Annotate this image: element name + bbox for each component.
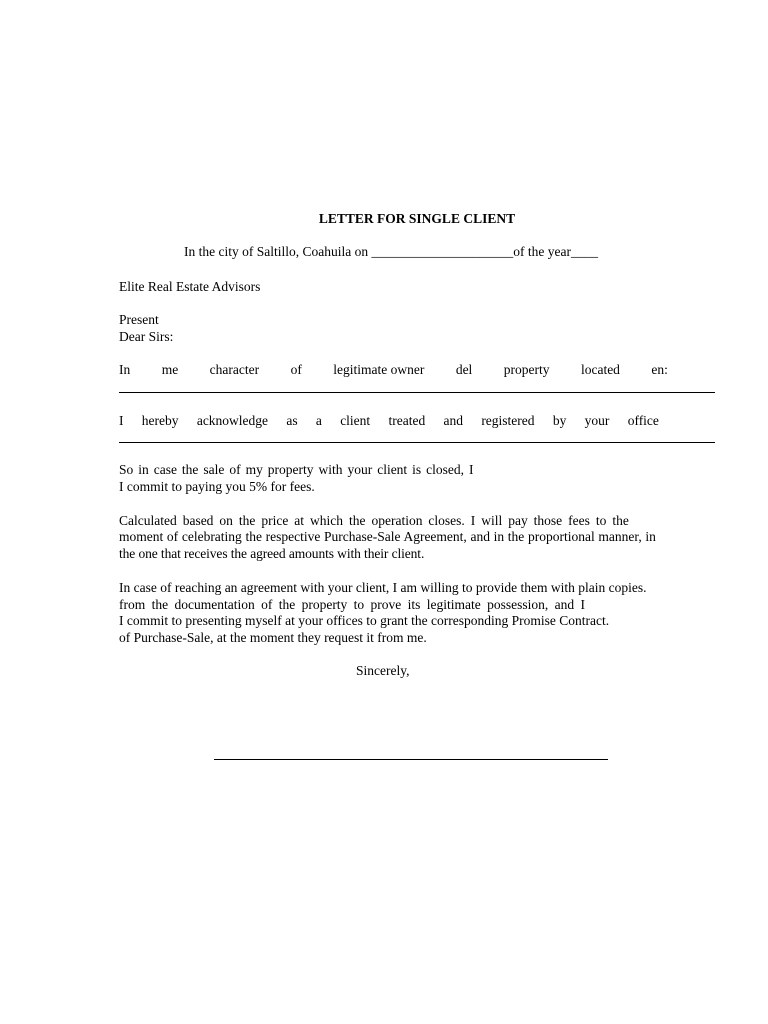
owner-word: of xyxy=(290,362,302,377)
case-line-2: from the documentation of the property to prove its legitimate possession, and I xyxy=(119,597,586,612)
case-line-4: of Purchase-Sale, at the moment they request it from me. xyxy=(119,630,427,645)
client-word: hereby xyxy=(141,413,179,428)
case-line-3: I commit to presenting myself at your offices to grant the corresponding Promise Contract. xyxy=(119,613,610,628)
case-line-1: In case of reaching an agreement with your client, I am willing to provide them with plain copies. xyxy=(119,580,647,595)
client-word: client xyxy=(340,413,371,428)
calc-line-3: the one that receives the agreed amounts with their client. xyxy=(119,546,425,561)
owner-word: property xyxy=(503,362,550,377)
signature-line xyxy=(214,759,608,760)
closing: Sincerely, xyxy=(356,663,410,678)
client-word: a xyxy=(315,413,322,428)
letter-title: LETTER FOR SINGLE CLIENT xyxy=(318,211,516,226)
owner-word: me xyxy=(161,362,179,377)
client-word: and xyxy=(443,413,464,428)
client-word: treated xyxy=(388,413,426,428)
property-location-blank xyxy=(119,392,715,393)
fees-line-1: So in case the sale of my property with your client is closed, I xyxy=(119,462,474,477)
client-word: as xyxy=(286,413,298,428)
fees-line-2: I commit to paying you 5% for fees. xyxy=(119,479,315,494)
present-line: Present xyxy=(119,312,159,327)
client-word: your xyxy=(584,413,610,428)
city-date-line: In the city of Saltillo, Coahuila on _____________________of the year____ xyxy=(184,244,598,259)
owner-word: del xyxy=(455,362,473,377)
company-name: Elite Real Estate Advisors xyxy=(119,279,261,294)
owner-word: legitimate owner xyxy=(333,362,425,377)
client-word: by xyxy=(552,413,567,428)
owner-word: located xyxy=(580,362,620,377)
salutation: Dear Sirs: xyxy=(119,329,174,344)
owner-word: en: xyxy=(651,362,668,377)
client-name-blank xyxy=(119,442,715,443)
calc-line-2: moment of celebrating the respective Purchase-Sale Agreement, and in the proportional manner, in xyxy=(119,529,656,544)
owner-word: In xyxy=(119,362,131,377)
client-word: acknowledge xyxy=(196,413,269,428)
client-word: office xyxy=(627,413,659,428)
client-word: registered xyxy=(481,413,535,428)
client-word: I xyxy=(119,413,124,428)
owner-statement-line xyxy=(119,361,668,378)
client-acknowledgement-line xyxy=(119,412,659,429)
calc-line-1: Calculated based on the price at which the operation closes. I will pay those fees to the xyxy=(119,513,629,528)
owner-word: character xyxy=(209,362,260,377)
